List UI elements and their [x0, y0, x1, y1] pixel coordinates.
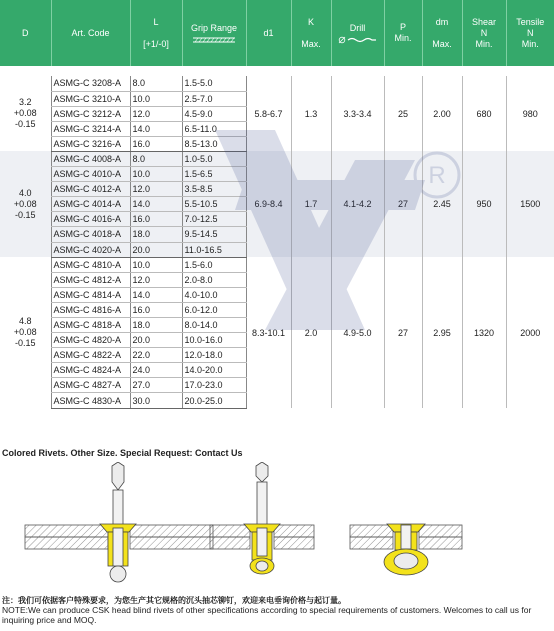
art-code-cell: ASMG-C 4020-A	[51, 242, 130, 257]
art-code-cell: ASMG-C 4818-A	[51, 318, 130, 333]
d1-cell: 8.3-10.1	[246, 257, 291, 408]
length-cell: 27.0	[130, 378, 182, 393]
table-row	[0, 76, 554, 91]
grip-range-cell: 2.0-8.0	[182, 272, 246, 287]
art-code-cell: ASMG-C 4822-A	[51, 348, 130, 363]
d1-cell: 5.8-6.7	[246, 76, 291, 151]
length-cell: 18.0	[130, 227, 182, 242]
header-tensile: Tensile N Min.	[506, 0, 554, 66]
tensile-cell: 2000	[520, 327, 541, 338]
grip-range-cell: 8.5-13.0	[182, 136, 246, 151]
header-d: D	[0, 0, 51, 66]
grip-range-cell: 8.0-14.0	[182, 318, 246, 333]
grip-range-cell: 6.0-12.0	[182, 302, 246, 317]
art-code-cell: ASMG-C 4012-A	[51, 182, 130, 197]
colored-rivets-note: Colored Rivets. Other Size. Special Request: Contact Us	[2, 448, 243, 458]
table-header-row	[0, 0, 554, 66]
grip-range-cell: 14.0-20.0	[182, 363, 246, 378]
grip-range-cell: 2.5-7.0	[182, 91, 246, 106]
grip-range-cell: 7.0-12.5	[182, 212, 246, 227]
length-cell: 22.0	[130, 348, 182, 363]
header-grip-range: Grip Range	[182, 0, 246, 66]
grip-range-cell: 17.0-23.0	[182, 378, 246, 393]
header-length: L [+1/-0]	[130, 0, 182, 66]
grip-range-cell: 4.0-10.0	[182, 287, 246, 302]
art-code-cell: ASMG-C 4824-A	[51, 363, 130, 378]
grip-range-cell: 20.0-25.0	[182, 393, 246, 408]
art-code-cell: ASMG-C 4830-A	[51, 393, 130, 408]
art-code-cell: ASMG-C 3212-A	[51, 106, 130, 121]
dm-cell: 2.45	[422, 151, 462, 257]
length-cell: 8.0	[130, 151, 182, 166]
grip-range-icon	[191, 36, 237, 44]
drill-cell: 4.1-4.2	[331, 151, 384, 257]
k-cell: 1.3	[291, 76, 331, 151]
drill-icon	[338, 36, 378, 44]
grip-range-cell: 1.5-6.0	[182, 257, 246, 272]
length-cell: 12.0	[130, 106, 182, 121]
header-drill: Drill	[331, 0, 384, 66]
k-cell: 1.7	[291, 151, 331, 257]
rivet-diagrams	[0, 462, 554, 587]
art-code-cell: ASMG-C 4008-A	[51, 151, 130, 166]
dm-cell: 2.95	[422, 257, 462, 408]
grip-range-cell: 6.5-11.0	[182, 121, 246, 136]
k-cell: 2.0	[291, 257, 331, 408]
length-cell: 16.0	[130, 302, 182, 317]
art-code-cell: ASMG-C 4814-A	[51, 287, 130, 302]
art-code-cell: ASMG-C 3214-A	[51, 121, 130, 136]
length-cell: 10.0	[130, 91, 182, 106]
p-cell: 25	[384, 76, 422, 151]
grip-range-cell: 1.5-6.5	[182, 167, 246, 182]
diameter-cell: 3.2 +0.08 -0.15	[13, 97, 37, 130]
length-cell: 30.0	[130, 393, 182, 408]
grip-range-cell: 12.0-18.0	[182, 348, 246, 363]
header-spacer	[0, 66, 554, 76]
header-p: P Min.	[384, 0, 422, 66]
grip-range-cell: 4.5-9.0	[182, 106, 246, 121]
drill-cell: 4.9-5.0	[331, 257, 384, 408]
table-row	[0, 257, 554, 272]
art-code-cell: ASMG-C 4816-A	[51, 302, 130, 317]
tensile-cell: 980	[522, 108, 538, 119]
rivet-before-setting	[25, 462, 213, 582]
drill-cell: 3.3-3.4	[331, 76, 384, 151]
shear-cell: 1320	[462, 257, 506, 408]
length-cell: 12.0	[130, 272, 182, 287]
grip-range-cell: 11.0-16.5	[182, 242, 246, 257]
length-cell: 14.0	[130, 197, 182, 212]
length-cell: 20.0	[130, 242, 182, 257]
grip-range-cell: 3.5-8.5	[182, 182, 246, 197]
tensile-cell: 1500	[506, 151, 554, 257]
length-cell: 16.0	[130, 212, 182, 227]
art-code-cell: ASMG-C 4016-A	[51, 212, 130, 227]
art-code-cell: ASMG-C 3216-A	[51, 136, 130, 151]
art-code-cell: ASMG-C 4014-A	[51, 197, 130, 212]
rivet-during-setting	[210, 462, 314, 574]
grip-range-cell: 1.5-5.0	[182, 76, 246, 91]
header-art-code: Art. Code	[51, 0, 130, 66]
header-k: K Max.	[291, 0, 331, 66]
shear-cell: 680	[462, 76, 506, 151]
art-code-cell: ASMG-C 3208-A	[51, 76, 130, 91]
grip-range-cell: 9.5-14.5	[182, 227, 246, 242]
length-cell: 10.0	[130, 167, 182, 182]
rivet-after-setting	[350, 524, 462, 575]
d1-cell: 6.9-8.4	[246, 151, 291, 257]
note-chinese: 注：我们可依据客户特殊要求，为您生产其它规格的沉头抽芯铆钉，欢迎来电垂询价格与起订量。	[2, 596, 346, 605]
length-cell: 16.0	[130, 136, 182, 151]
length-cell: 14.0	[130, 121, 182, 136]
art-code-cell: ASMG-C 4018-A	[51, 227, 130, 242]
length-cell: 20.0	[130, 333, 182, 348]
header-shear: Shear N Min.	[462, 0, 506, 66]
length-cell: 14.0	[130, 287, 182, 302]
p-cell: 27	[384, 151, 422, 257]
shear-cell: 950	[462, 151, 506, 257]
art-code-cell: ASMG-C 4810-A	[51, 257, 130, 272]
p-cell: 27	[384, 257, 422, 408]
diameter-cell: 4.0 +0.08 -0.15	[0, 151, 51, 257]
table-row	[0, 151, 554, 166]
note-english: NOTE:We can produce CSK head blind rivets of other specifications according to special requirements of customers. Welcomes to call us for inquiring price and MOQ.	[2, 605, 532, 625]
length-cell: 8.0	[130, 76, 182, 91]
art-code-cell: ASMG-C 3210-A	[51, 91, 130, 106]
grip-range-cell: 10.0-16.0	[182, 333, 246, 348]
length-cell: 12.0	[130, 182, 182, 197]
specification-body	[0, 76, 554, 408]
grip-range-cell: 1.0-5.0	[182, 151, 246, 166]
length-cell: 24.0	[130, 363, 182, 378]
length-cell: 18.0	[130, 318, 182, 333]
art-code-cell: ASMG-C 4827-A	[51, 378, 130, 393]
grip-range-cell: 5.5-10.5	[182, 197, 246, 212]
diameter-cell: 4.8 +0.08 -0.15	[13, 316, 37, 349]
art-code-cell: ASMG-C 4010-A	[51, 167, 130, 182]
dm-cell: 2.00	[422, 76, 462, 151]
art-code-cell: ASMG-C 4812-A	[51, 272, 130, 287]
length-cell: 10.0	[130, 257, 182, 272]
art-code-cell: ASMG-C 4820-A	[51, 333, 130, 348]
header-dm: dm Max.	[422, 0, 462, 66]
header-d1: d1	[246, 0, 291, 66]
